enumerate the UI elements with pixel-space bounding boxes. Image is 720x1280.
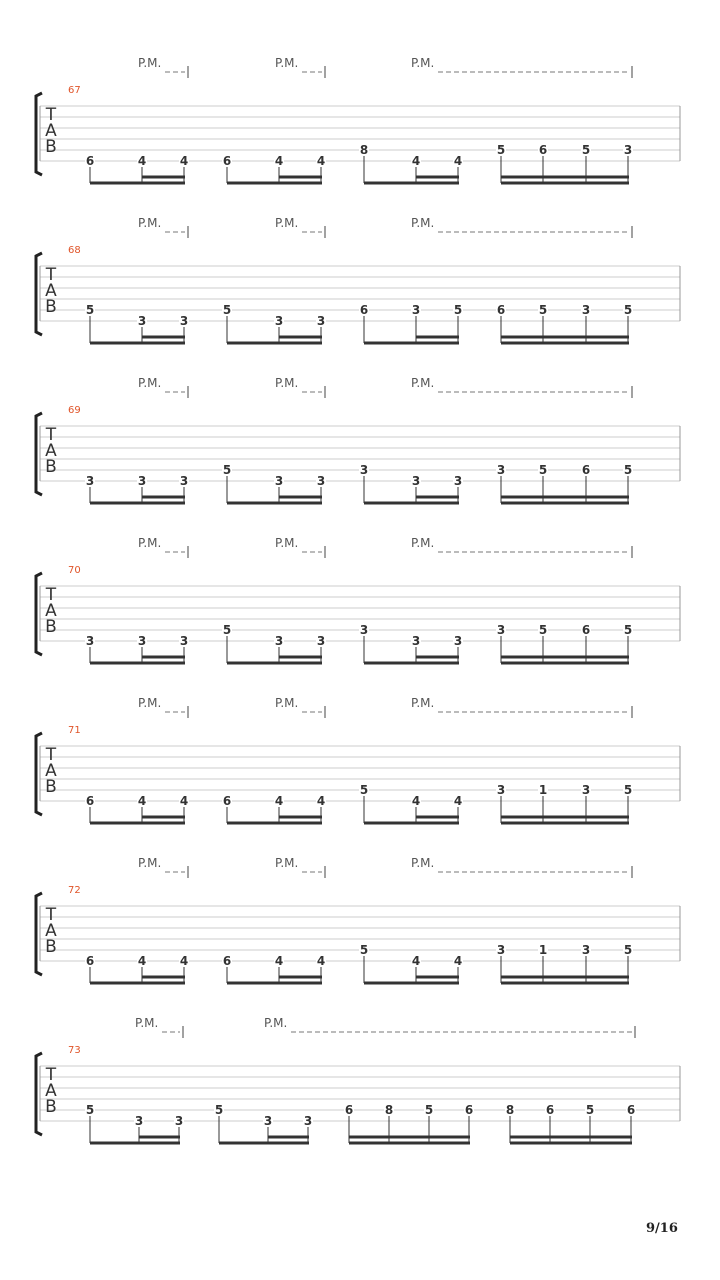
fret-number: 3 xyxy=(179,634,189,648)
tab-clef-letter: T xyxy=(45,1065,57,1085)
tab-clef-letter: A xyxy=(45,601,57,621)
system-bracket xyxy=(36,413,42,495)
fret-number: 3 xyxy=(137,474,147,488)
primary-beam xyxy=(90,182,185,185)
fret-number: 4 xyxy=(179,954,189,968)
secondary-beam xyxy=(501,176,629,179)
primary-beam xyxy=(501,822,629,825)
secondary-beam xyxy=(279,976,322,979)
tab-clef-letter: T xyxy=(45,585,57,605)
tab-clef-letter: B xyxy=(45,617,57,637)
palm-mute-label: P.M. xyxy=(275,536,299,550)
tab-clef-letter: T xyxy=(45,105,57,125)
fret-number: 3 xyxy=(85,634,95,648)
fret-number: 6 xyxy=(538,143,548,157)
primary-beam xyxy=(501,502,629,505)
fret-number: 3 xyxy=(581,943,591,957)
fret-number: 6 xyxy=(496,303,506,317)
fret-number: 5 xyxy=(214,1103,224,1117)
palm-mute-label: P.M. xyxy=(138,216,162,230)
primary-beam xyxy=(501,982,629,985)
tab-system xyxy=(36,536,680,665)
primary-beam xyxy=(90,1142,180,1145)
secondary-beam xyxy=(416,976,459,979)
fret-number: 3 xyxy=(274,634,284,648)
fret-number: 8 xyxy=(505,1103,515,1117)
fret-number: 6 xyxy=(359,303,369,317)
fret-number: 4 xyxy=(316,954,326,968)
fret-number: 4 xyxy=(274,794,284,808)
fret-number: 3 xyxy=(134,1114,144,1128)
primary-beam xyxy=(349,1142,470,1145)
fret-number: 5 xyxy=(222,463,232,477)
tab-clef-letter: B xyxy=(45,937,57,957)
secondary-beam xyxy=(416,656,459,659)
fret-number: 3 xyxy=(496,943,506,957)
fret-number: 4 xyxy=(411,154,421,168)
palm-mute-label: P.M. xyxy=(135,1016,159,1030)
fret-number: 5 xyxy=(538,303,548,317)
system-bracket xyxy=(36,733,42,815)
palm-mute-label: P.M. xyxy=(275,216,299,230)
fret-number: 5 xyxy=(623,463,633,477)
system-bracket xyxy=(36,573,42,655)
primary-beam xyxy=(90,502,185,505)
fret-number: 5 xyxy=(623,623,633,637)
fret-number: 4 xyxy=(137,154,147,168)
primary-beam xyxy=(227,502,322,505)
secondary-beam xyxy=(501,976,629,979)
palm-mute-label: P.M. xyxy=(138,536,162,550)
tab-clef-letter: T xyxy=(45,745,57,765)
fret-number: 5 xyxy=(424,1103,434,1117)
primary-beam xyxy=(90,342,185,345)
fret-number: 3 xyxy=(316,314,326,328)
tab-system xyxy=(36,376,680,505)
tab-clef-letter: A xyxy=(45,921,57,941)
fret-number: 3 xyxy=(263,1114,273,1128)
primary-beam xyxy=(364,982,459,985)
tab-system xyxy=(36,696,680,825)
fret-number: 3 xyxy=(179,314,189,328)
palm-mute-label: P.M. xyxy=(264,1016,288,1030)
measure-number: 69 xyxy=(68,405,81,416)
secondary-beam xyxy=(416,336,459,339)
secondary-beam xyxy=(501,336,629,339)
primary-beam xyxy=(227,182,322,185)
page-number: 9/16 xyxy=(646,1221,678,1236)
fret-number: 3 xyxy=(303,1114,313,1128)
palm-mute-label: P.M. xyxy=(411,536,435,550)
tab-clef-letter: T xyxy=(45,425,57,445)
primary-beam xyxy=(227,342,322,345)
fret-number: 6 xyxy=(581,463,591,477)
fret-number: 5 xyxy=(85,1103,95,1117)
secondary-beam xyxy=(349,1136,470,1139)
fret-number: 6 xyxy=(222,154,232,168)
palm-mute-label: P.M. xyxy=(275,856,299,870)
primary-beam xyxy=(90,982,185,985)
tab-system xyxy=(36,1016,680,1145)
primary-beam xyxy=(510,1142,632,1145)
system-bracket xyxy=(36,893,42,975)
fret-number: 5 xyxy=(222,303,232,317)
fret-number: 3 xyxy=(316,634,326,648)
primary-beam xyxy=(227,822,322,825)
palm-mute-label: P.M. xyxy=(138,696,162,710)
fret-number: 5 xyxy=(538,463,548,477)
fret-number: 3 xyxy=(581,303,591,317)
fret-number: 4 xyxy=(453,794,463,808)
palm-mute-label: P.M. xyxy=(138,376,162,390)
fret-number: 6 xyxy=(85,154,95,168)
fret-number: 8 xyxy=(384,1103,394,1117)
fret-number: 5 xyxy=(359,783,369,797)
fret-number: 3 xyxy=(411,303,421,317)
tab-clef-letter: A xyxy=(45,761,57,781)
system-bracket xyxy=(36,1053,42,1135)
fret-number: 5 xyxy=(453,303,463,317)
tab-system xyxy=(36,856,680,985)
fret-number: 3 xyxy=(496,463,506,477)
fret-number: 6 xyxy=(464,1103,474,1117)
system-bracket xyxy=(36,253,42,335)
fret-number: 3 xyxy=(359,623,369,637)
secondary-beam xyxy=(501,816,629,819)
fret-number: 5 xyxy=(581,143,591,157)
measure-number: 67 xyxy=(68,85,81,96)
tab-clef-letter: B xyxy=(45,1097,57,1117)
fret-number: 3 xyxy=(411,474,421,488)
tab-clef-letter: A xyxy=(45,121,57,141)
tab-clef-letter: B xyxy=(45,777,57,797)
palm-mute-label: P.M. xyxy=(411,216,435,230)
fret-number: 3 xyxy=(453,474,463,488)
primary-beam xyxy=(501,342,629,345)
primary-beam xyxy=(364,502,459,505)
palm-mute-label: P.M. xyxy=(411,376,435,390)
fret-number: 5 xyxy=(585,1103,595,1117)
fret-number: 5 xyxy=(359,943,369,957)
tab-clef-letter: B xyxy=(45,137,57,157)
fret-number: 5 xyxy=(496,143,506,157)
fret-number: 3 xyxy=(496,783,506,797)
tab-clef-letter: A xyxy=(45,1081,57,1101)
tab-clef-letter: B xyxy=(45,297,57,317)
secondary-beam xyxy=(142,976,185,979)
fret-number: 4 xyxy=(274,154,284,168)
secondary-beam xyxy=(279,816,322,819)
palm-mute-label: P.M. xyxy=(275,376,299,390)
measure-number: 68 xyxy=(68,245,81,256)
system-bracket xyxy=(36,93,42,175)
fret-number: 5 xyxy=(85,303,95,317)
tab-clef-letter: B xyxy=(45,457,57,477)
secondary-beam xyxy=(416,816,459,819)
secondary-beam xyxy=(142,656,185,659)
fret-number: 4 xyxy=(137,794,147,808)
fret-number: 4 xyxy=(274,954,284,968)
fret-number: 1 xyxy=(538,783,548,797)
secondary-beam xyxy=(501,656,629,659)
palm-mute-label: P.M. xyxy=(138,56,162,70)
secondary-beam xyxy=(279,176,322,179)
tab-clef-letter: T xyxy=(45,905,57,925)
fret-number: 4 xyxy=(316,794,326,808)
measure-number: 71 xyxy=(68,725,81,736)
fret-number: 3 xyxy=(174,1114,184,1128)
fret-number: 3 xyxy=(316,474,326,488)
fret-number: 5 xyxy=(623,943,633,957)
palm-mute-label: P.M. xyxy=(275,696,299,710)
fret-number: 3 xyxy=(274,474,284,488)
measure-number: 70 xyxy=(68,565,81,576)
primary-beam xyxy=(364,662,459,665)
fret-number: 4 xyxy=(179,794,189,808)
secondary-beam xyxy=(142,336,185,339)
fret-number: 4 xyxy=(411,794,421,808)
palm-mute-label: P.M. xyxy=(411,696,435,710)
fret-number: 6 xyxy=(626,1103,636,1117)
fret-number: 5 xyxy=(222,623,232,637)
tab-clef-letter: T xyxy=(45,265,57,285)
tab-system xyxy=(36,56,680,185)
secondary-beam xyxy=(279,656,322,659)
palm-mute-label: P.M. xyxy=(138,856,162,870)
fret-number: 3 xyxy=(137,314,147,328)
fret-number: 3 xyxy=(453,634,463,648)
fret-number: 4 xyxy=(179,154,189,168)
primary-beam xyxy=(90,822,185,825)
secondary-beam xyxy=(416,176,459,179)
tab-clef-letter: A xyxy=(45,441,57,461)
secondary-beam xyxy=(279,496,322,499)
fret-number: 4 xyxy=(316,154,326,168)
primary-beam xyxy=(90,662,185,665)
secondary-beam xyxy=(510,1136,632,1139)
fret-number: 3 xyxy=(496,623,506,637)
palm-mute-label: P.M. xyxy=(411,56,435,70)
fret-number: 3 xyxy=(411,634,421,648)
fret-number: 3 xyxy=(359,463,369,477)
primary-beam xyxy=(364,342,459,345)
palm-mute-label: P.M. xyxy=(411,856,435,870)
measure-number: 73 xyxy=(68,1045,81,1056)
primary-beam xyxy=(364,182,459,185)
primary-beam xyxy=(364,822,459,825)
fret-number: 4 xyxy=(453,954,463,968)
fret-number: 3 xyxy=(581,783,591,797)
fret-number: 5 xyxy=(538,623,548,637)
primary-beam xyxy=(227,982,322,985)
fret-number: 6 xyxy=(85,794,95,808)
secondary-beam xyxy=(142,816,185,819)
tab-system xyxy=(36,216,680,345)
secondary-beam xyxy=(139,1136,180,1139)
fret-number: 1 xyxy=(538,943,548,957)
fret-number: 3 xyxy=(85,474,95,488)
fret-number: 6 xyxy=(545,1103,555,1117)
fret-number: 5 xyxy=(623,783,633,797)
primary-beam xyxy=(501,662,629,665)
fret-number: 6 xyxy=(581,623,591,637)
secondary-beam xyxy=(279,336,322,339)
fret-number: 6 xyxy=(344,1103,354,1117)
fret-number: 5 xyxy=(623,303,633,317)
fret-number: 4 xyxy=(453,154,463,168)
secondary-beam xyxy=(142,496,185,499)
primary-beam xyxy=(219,1142,309,1145)
secondary-beam xyxy=(142,176,185,179)
fret-number: 3 xyxy=(137,634,147,648)
secondary-beam xyxy=(268,1136,309,1139)
primary-beam xyxy=(227,662,322,665)
fret-number: 8 xyxy=(359,143,369,157)
fret-number: 3 xyxy=(274,314,284,328)
fret-number: 6 xyxy=(222,954,232,968)
fret-number: 4 xyxy=(411,954,421,968)
fret-number: 6 xyxy=(222,794,232,808)
palm-mute-label: P.M. xyxy=(275,56,299,70)
fret-number: 6 xyxy=(85,954,95,968)
primary-beam xyxy=(501,182,629,185)
fret-number: 4 xyxy=(137,954,147,968)
measure-number: 72 xyxy=(68,885,81,896)
secondary-beam xyxy=(416,496,459,499)
fret-number: 3 xyxy=(179,474,189,488)
tab-clef-letter: A xyxy=(45,281,57,301)
secondary-beam xyxy=(501,496,629,499)
fret-number: 3 xyxy=(623,143,633,157)
